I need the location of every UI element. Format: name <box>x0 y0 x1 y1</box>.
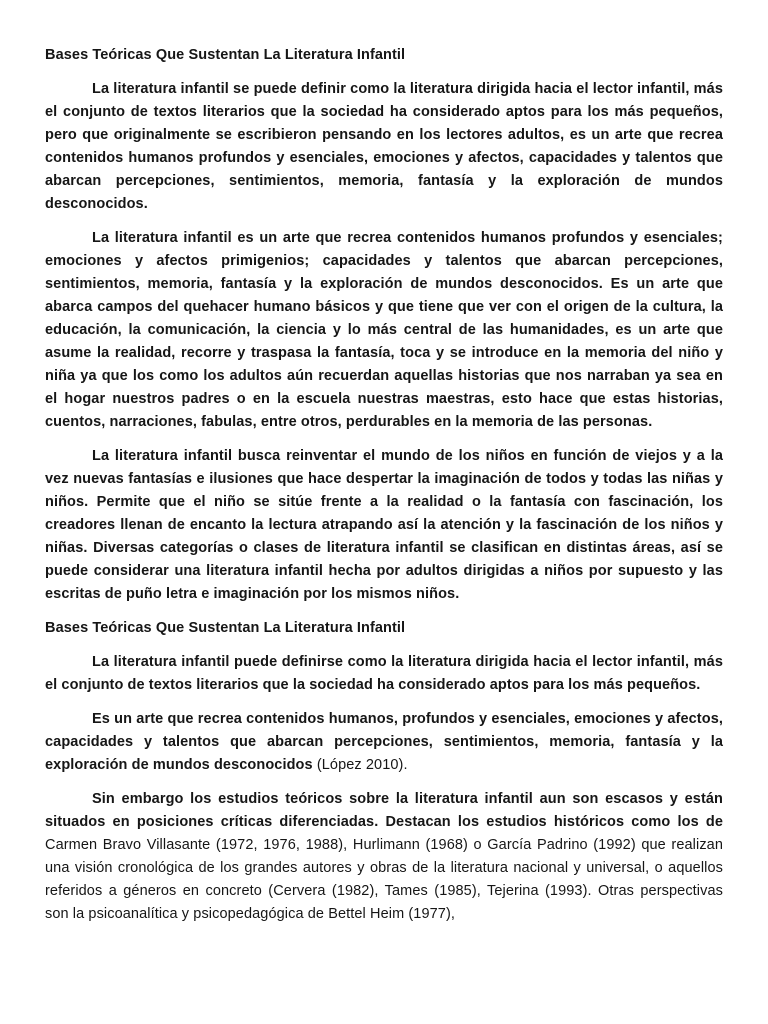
text-run: Sin embargo los estudios teóricos sobre la literatura infantil aun son escasos y están situados en posiciones críticas diferenciadas. Destacan los estudios históricos como los de <box>45 791 723 830</box>
paragraph-6 <box>45 788 723 926</box>
section-heading-2: Bases Teóricas Que Sustentan La Literatura Infantil <box>45 620 406 636</box>
paragraph-3: La literatura infantil busca reinventar el mundo de los niños en función de viejos y a la vez nuevas fantasías e ilusiones que hace despertar la imaginación de todos y todas las niñas y niños. Permite que el niño se sitúe frente a la realidad o la fantasía con fascinación, los creadores llenan de encanto la lectura atrapando así la atención y la fascinación de los niños y niñas. Diversas categorías o clases de literatura infantil se clasifican en distintas áreas, así se puede considerar una literatura infantil hecha por adultos dirigidas a niños por supuesto y las escritas de puño letra e imaginación por los mismos niños. <box>45 448 723 602</box>
citation-run: (López 2010). <box>316 757 408 773</box>
text-run: Es un arte que recrea contenidos humanos, profundos y esenciales, emociones y afectos, capacidades y talentos que abarcan percepciones, sentimientos, memoria, fantasía y la exploración de mundos desconocidos <box>45 711 723 773</box>
citation-run: Carmen Bravo Villasante (1972, 1976, 1988), Hurlimann (1968) o García Padrino (1992) que realizan una visión cronológica de los grandes autores y obras de la literatura nacional y universal, o aquellos referidos a géneros en concreto (Cervera (1982), Tames (1985), Tejerina (1993). Otras perspectivas son la psicoanalítica y psicopedagógica de Bettel Heim (1977), <box>45 837 723 922</box>
paragraph-5 <box>45 708 723 777</box>
paragraph-4: La literatura infantil puede definirse como la literatura dirigida hacia el lector infantil, más el conjunto de textos literarios que la sociedad ha considerado aptos para los más pequeños. <box>45 654 723 693</box>
paragraph-2: La literatura infantil es un arte que recrea contenidos humanos profundos y esenciales; emociones y afectos primigenios; capacidades y talentos que abarcan percepciones, sentimientos, memoria, fantasía y la exploración de mundos desconocidos. Es un arte que abarca campos del quehacer humano básicos y que tiene que ver con el origen de la cultura, la educación, la comunicación, la ciencia y lo más central de las humanidades, es un arte que asume la realidad, recorre y traspasa la fantasía, toca y se introduce en la memoria del niño y niña ya que los como los adultos aún recuerdan aquellas historias que nos narraban ya sea en el hogar nuestros padres o en la escuela nuestras maestras, esto hace que estas historias, cuentos, narraciones, fabulas, entre otros, perdurables en la memoria de las personas. <box>45 230 723 430</box>
paragraph-1: La literatura infantil se puede definir como la literatura dirigida hacia el lector infantil, más el conjunto de textos literarios que la sociedad ha considerado aptos para los más pequeños, pero que originalmente se escribieron pensando en los lectores adultos, es un arte que recrea contenidos humanos profundos y esenciales, emociones y afectos, capacidades y talentos que abarcan percepciones, sentimientos, memoria, fantasía y la exploración de mundos desconocidos. <box>45 81 723 212</box>
section-heading-1: Bases Teóricas Que Sustentan La Literatura Infantil <box>45 47 406 63</box>
